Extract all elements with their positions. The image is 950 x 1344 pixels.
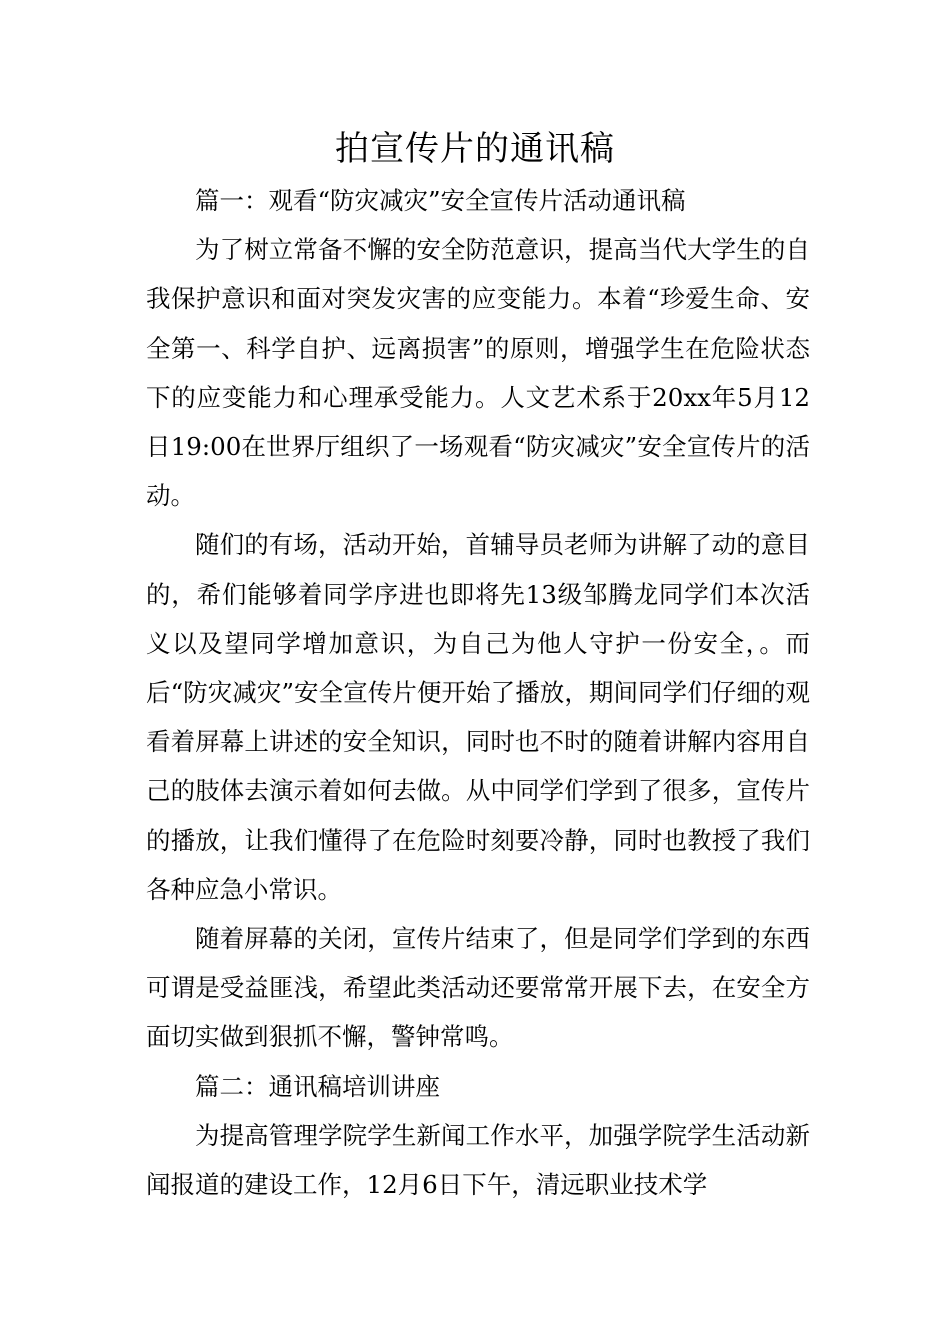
paragraph-1: 为了树立常备不懈的安全防范意识，提高当代大学生的自我保护意识和面对突发灾害的应变能力。本着“珍爱生命、安全第一、科学自护、远离损害”的原则，增强学生在危险状态下的应变能力和心理承受能力。人文艺术系于20xx年5月12日19:00在世界厅组织了一场观看“防灾减灾”安全宣传片的活动。 — [146, 235, 810, 511]
document-body — [146, 176, 810, 1209]
section-heading-2: 篇二：通讯稿培训讲座 — [195, 1071, 440, 1101]
paragraph-4: 为提高管理学院学生新闻工作水平，加强学院学生活动新闻报道的建设工作，12月6日下午，清远职业技术学 — [146, 1120, 810, 1200]
paragraph-2: 随们的有场，活动开始，首辅导员老师为讲解了动的意目的，希们能够着同学序进也即将先13级邹腾龙同学们本次活义以及望同学增加意识，为自己为他人守护一份安全，。而后“防灾减灾”安全宣传片便开始了播放，期间同学们仔细的观看着屏幕上讲述的安全知识，同时也不时的随着讲解内容用自己的肢体去演示着如何去做。从中同学们学到了很多，宣传片的播放，让我们懂得了在危险时刻要冷静，同时也教授了我们各种应急小常识。 — [146, 530, 810, 904]
document-title: 拍宣传片的通讯稿 — [335, 129, 615, 169]
section-heading-1: 篇一：观看“防灾减灾”安全宣传片活动通讯稿 — [195, 186, 686, 215]
paragraph-3: 随着屏幕的关闭，宣传片结束了，但是同学们学到的东西可谓是受益匪浅，希望此类活动还要常常开展下去，在安全方面切实做到狠抓不懈，警钟常鸣。 — [146, 924, 810, 1052]
